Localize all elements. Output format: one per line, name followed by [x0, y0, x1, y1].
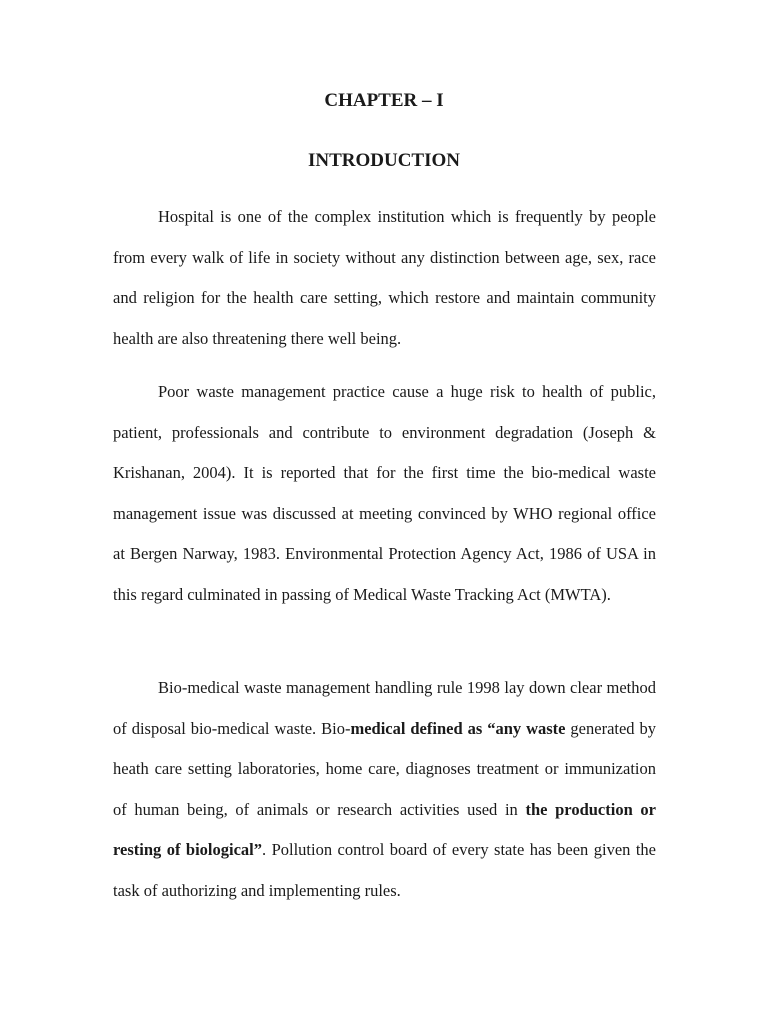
chapter-heading: CHAPTER – I	[324, 90, 444, 111]
section-title: INTRODUCTION	[307, 150, 461, 171]
paragraph-3	[113, 668, 656, 911]
paragraph-1: Hospital is one of the complex institution which is frequently by people from every walk of life in society without any distinction between age, sex, race and religion for the health care setting, which restore and maintain community health are also threatening there well being.	[113, 207, 656, 348]
paragraph-3-bold-1: medical defined as “any waste	[350, 718, 566, 738]
paragraph-3-text-1: Bio-medical waste management handling rule 1998 lay down clear method of disposal bio-medical waste. Bio-	[113, 678, 656, 738]
paragraph-3-bold-2: the production or resting of biological”	[113, 799, 656, 859]
paragraph-3-text-2: generated by heath care setting laboratories, home care, diagnoses treatment or immunization of human being, of animals or research activities used in	[113, 718, 656, 819]
paragraph-2: Poor waste management practice cause a huge risk to health of public, patient, professionals and contribute to environment degradation (Joseph & Krishanan, 2004). It is reported that for the first time the bio-medical waste management issue was discussed at meeting convinced by WHO regional office at Bergen Narway, 1983. Environmental Protection Agency Act, 1986 of USA in this regard culminated in passing of Medical Waste Tracking Act (MWTA).	[113, 382, 656, 604]
paragraph-3-text-3: . Pollution control board of every state has been given the task of authorizing and implementing rules.	[113, 840, 657, 900]
